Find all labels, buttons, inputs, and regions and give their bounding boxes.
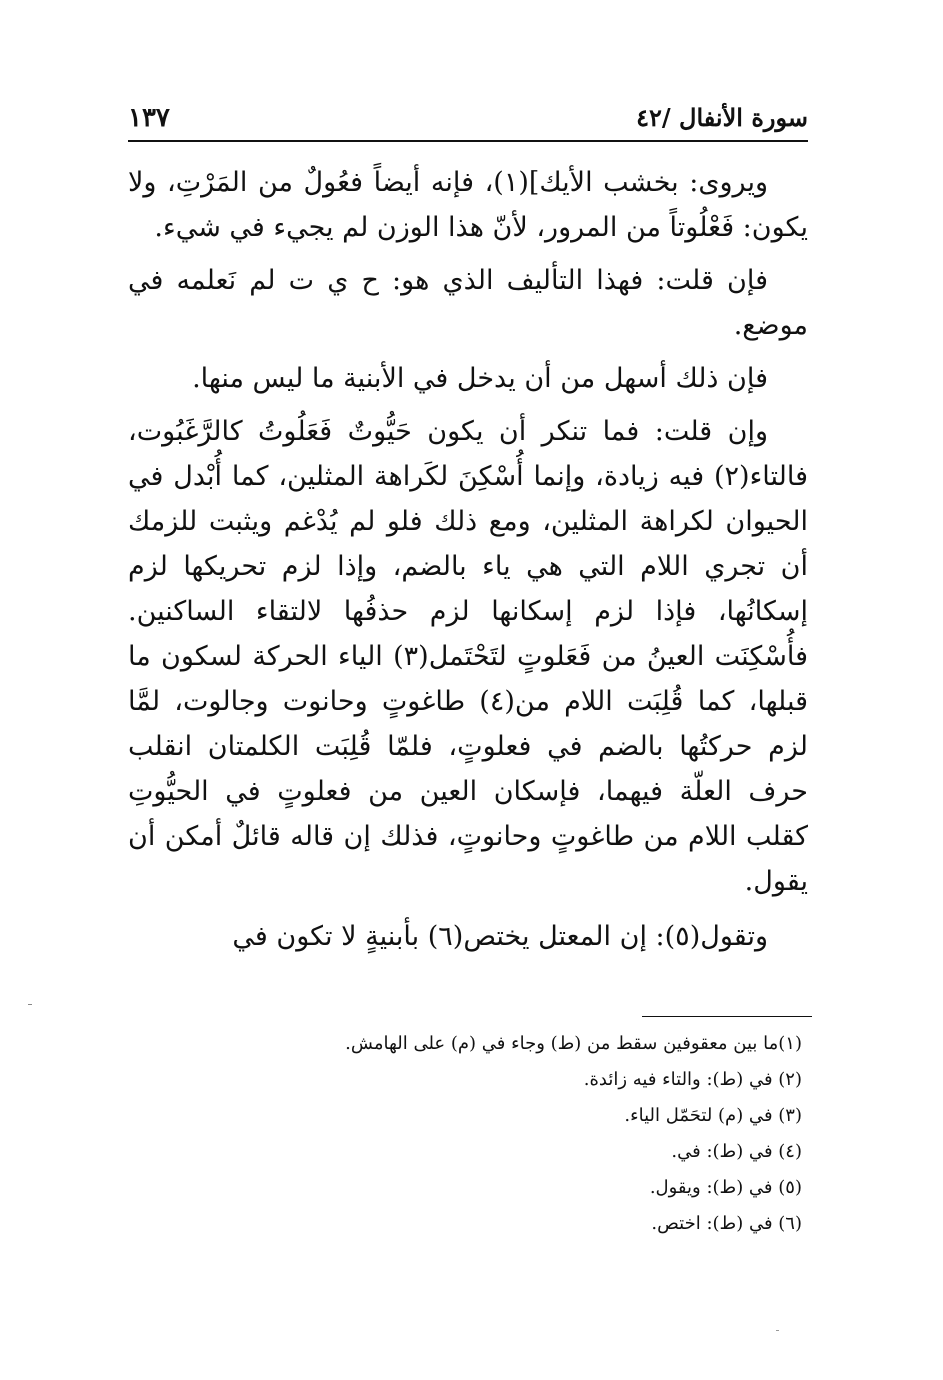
scan-artifact — [776, 1330, 779, 1331]
main-text — [128, 160, 808, 967]
footnote: (١)ما بين معقوفين سقط من (ط) وجاء في (م) على الهامش. — [345, 1033, 802, 1054]
footnote-divider — [642, 1016, 812, 1017]
header-divider — [128, 140, 808, 142]
running-head: سورة الأنفال /٤٢ — [636, 103, 808, 132]
page-number: ١٣٧ — [128, 103, 170, 133]
footnote: (٦) في (ط): اختص. — [651, 1213, 802, 1234]
paragraph: ويروى: بخشب الأيك](١)، فإنه أيضاً فعُولٌ من المَرْتِ، ولا يكون: فَعْلُوتاً من المرور، لأنّ هذا الوزن لم يجيء في شيء. — [128, 167, 808, 243]
paragraph: فإن ذلك أسهل من أن يدخل في الأبنية ما ليس منها. — [192, 363, 768, 394]
scan-artifact — [28, 1004, 32, 1005]
footnote: (٥) في (ط): ويقول. — [649, 1177, 802, 1198]
footnote: (٢) في (ط): والتاء فيه زائدة. — [583, 1069, 802, 1090]
paragraph: فإن قلت: فهذا التأليف الذي هو: ح ي ت لم نَعلمه في موضع. — [128, 265, 808, 341]
paragraph: وإن قلت: فما تنكر أن يكون حَيُّوتٌ فَعَلُوتُ كالرَّغَبُوت، فالتاء(٢) فيه زيادة، وإنما أُسْكِنَ لكَراهة المثلين، كما أُبْدل في الحيوان لكراهة المثلين، ومع ذلك فلو لم يُدْغم ويثبت للزمك أن تجري اللام التي هي ياء بالضم، وإذا لزم تحريكها لزم إسكانُها، فإذا لزم إسكانها لزم حذفُها لالتقاء الساكنين. فأُسْكِنَت العينُ من فَعَلوتٍ لتَحْتَمل(٣) الياء الحركة لسكون ما قبلها، كما قُلِبَت اللام من(٤) طاغوتٍ وحانوت وجالوت، لمَّا لزم حركتُها بالضم في فعلوتٍ، فلمّا قُلِبَت الكلمتان انقلب حرف العلّة فيهما، فإسكان العين من فعلوتٍ في الحيُّوتِ كقلب اللام من طاغوتٍ وحانوتٍ، فذلك إن قاله قائلٌ أمكن أن يقول. — [128, 416, 809, 897]
footnote: (٣) في (م) لتحَمّل الياء. — [624, 1105, 802, 1126]
paragraph: وتقول(٥): إن المعتل يختص(٦) بأبنيةٍ لا تكون في — [232, 921, 768, 952]
footnote: (٤) في (ط): في. — [671, 1141, 802, 1162]
page-header — [128, 92, 808, 138]
footnotes — [200, 1026, 812, 1242]
